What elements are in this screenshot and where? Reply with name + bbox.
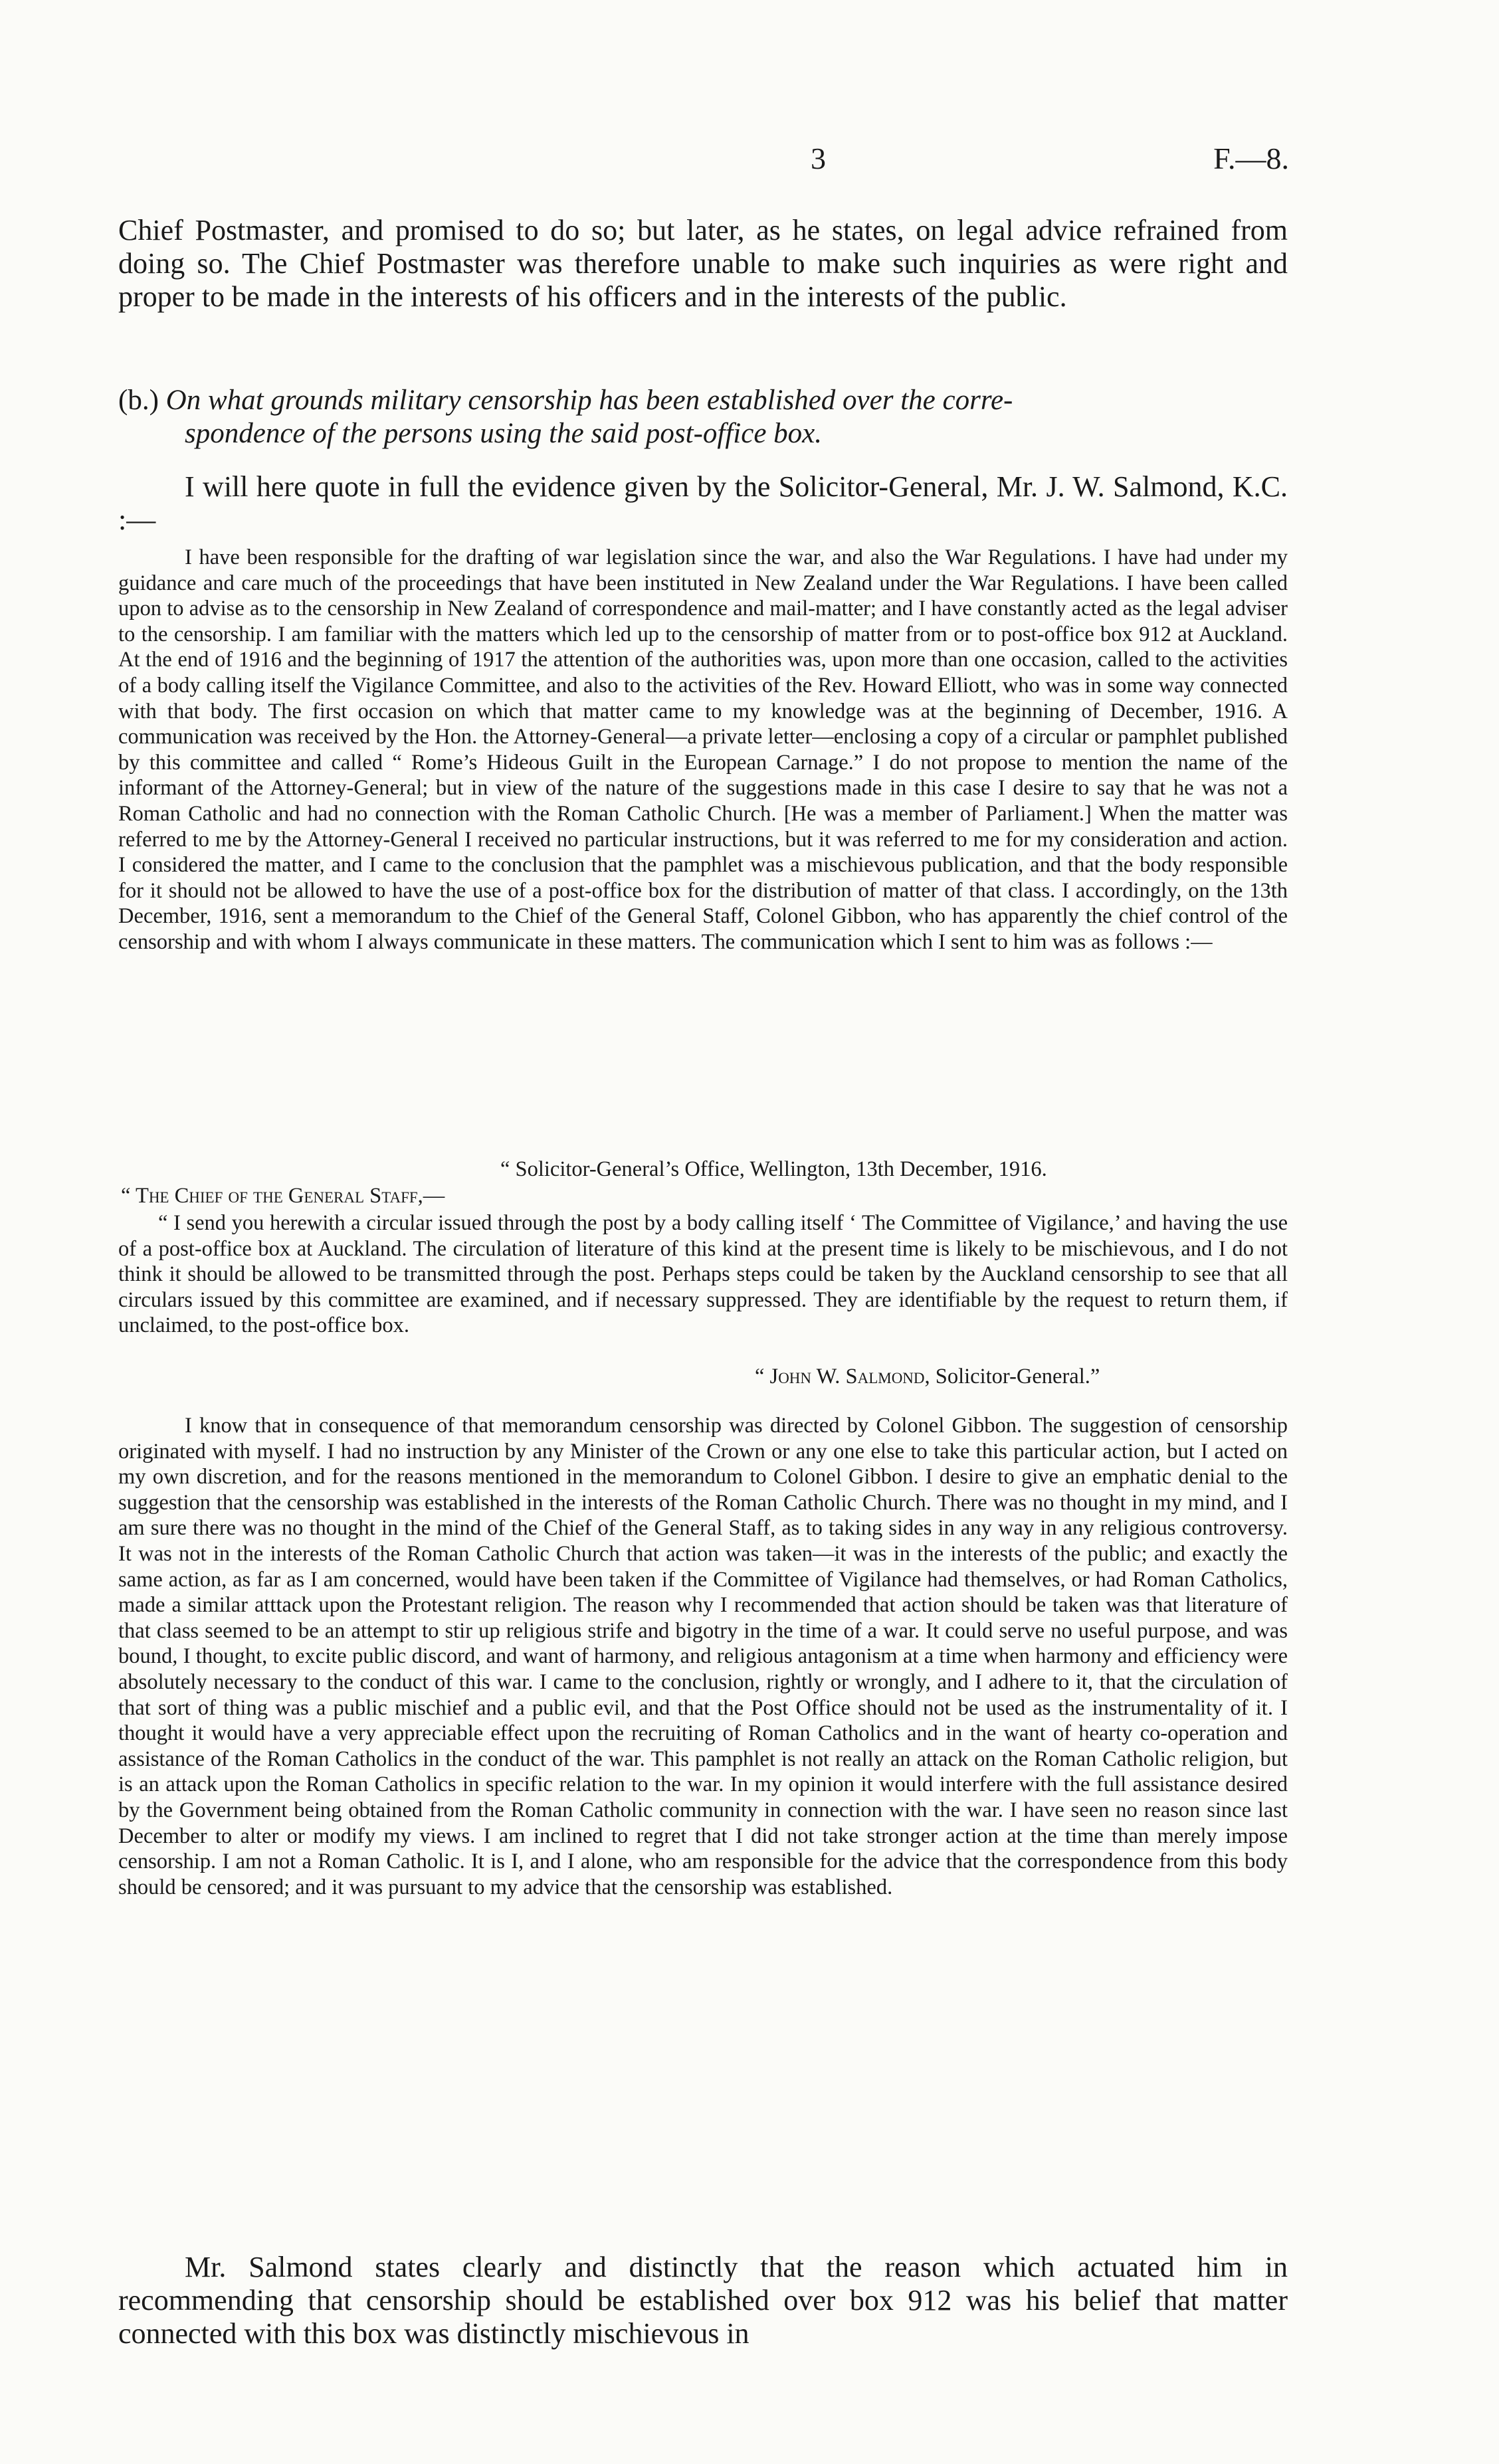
paragraph-chief-postmaster: Chief Postmaster, and promised to do so; but later, as he states, on legal advice refrained from doing so. The Chief Postmaster was therefore unable to make such inquiries as were right and proper to be made in the interests of his officers and in the interests of the public.	[118, 214, 1288, 313]
paragraph-salmond-states: Mr. Salmond states clearly and distinctly that the reason which actuated him in recommending that censorship should be established over box 912 was his belief that matter connected with this box was distinctly mischievous in	[118, 2251, 1288, 2350]
question-line-1: On what grounds military censorship has been established over the corre-	[165, 385, 1013, 416]
page-number: 3	[811, 142, 826, 175]
memo-signature	[755, 1365, 1100, 1389]
signature-name: “ John W. Salmond,	[755, 1365, 930, 1388]
evidence-paragraph-1: I have been responsible for the drafting of war legislation since the war, and also the War Regulations. I have had under my guidance and care much of the proceedings that have been instituted in New Zealand under the War Regulations. I have been called upon to advise as to the censorship in New Zealand of correspondence and mail-matter; and I have constantly acted as the legal adviser to the censorship. I am familiar with the matters which led up to the censorship of matter from or to post-office box 912 at Auckland. At the end of 1916 and the beginning of 1917 the attention of the authorities was, upon more than one occasion, called to the activities of a body calling itself the Vigilance Committee, and also to the activities of the Rev. Howard Elliott, who was in some way connected with that body. The first occasion on which that matter came to my knowledge was at the beginning of December, 1916. A communication was received by the Hon. the Attorney-General—a private letter—enclosing a copy of a circular or pamphlet published by this committee and called “ Rome’s Hideous Guilt in the European Carnage.” I do not propose to mention the name of the informant of the Attorney-General; but in view of the nature of the suggestions made in this case I desire to say that he was not a Roman Catholic and had no connection with the Roman Catholic Church. [He was a member of Parliament.] When the matter was referred to me by the Attorney-General I received no particular instructions, but it was referred to me for my consideration and action. I considered the matter, and I came to the conclusion that the pamphlet was a mischievous publication, and that the body responsible for it should not be allowed to have the use of a post-office box for the distribution of matter of that class. I accordingly, on the 13th December, 1916, sent a memorandum to the Chief of the General Staff, Colonel Gibbon, who has apparently the chief control of the censorship and with whom I always communicate in these matters. The communication which I sent to him was as follows :—	[118, 545, 1288, 954]
question-line-2: spondence of the persons using the said post-office box.	[185, 418, 822, 449]
question-label: (b.)	[118, 385, 159, 416]
memo-body: “ I send you herewith a circular issued through the post by a body calling itself ‘ The Committee of Vigilance,’ and having the use of a post-office box at Auckland. The circulation of literature of this kind at the present time is likely to be mischievous, and I do not think it should be allowed to be transmitted through the post. Perhaps steps could be taken by the Auckland censorship to see that all circulars issued by this committee are examined, and if necessary suppressed. They are identifiable by the request to return them, if unclaimed, to the post-office box.	[118, 1211, 1288, 1338]
paragraph-quote-intro: I will here quote in full the evidence given by the Solicitor-General, Mr. J. W. Salmond, K.C. :—	[118, 470, 1288, 536]
memo-heading: “ Solicitor-General’s Office, Wellington, 13th December, 1916.	[500, 1157, 1047, 1181]
question-b-heading	[118, 384, 1288, 450]
evidence-paragraph-2: I know that in consequence of that memorandum censorship was directed by Colonel Gibbon. The suggestion of censorship originated with myself. I had no instruction by any Minister of the Crown or any one else to take this particular action, but I acted on my own discretion, and for the reasons mentioned in the memorandum to Colonel Gibbon. I desire to give an emphatic denial to the suggestion that the censorship was established in the interests of the Roman Catholic Church. There was no thought in my mind, and I am sure there was no thought in the mind of the Chief of the General Staff, as to taking sides in any way in any religious controversy. It was not in the interests of the Roman Catholic Church that action was taken—it was in the interests of the public; and exactly the same action, as far as I am concerned, would have been taken if the Committee of Vigilance had themselves, or had Roman Catholics, made a similar atttack upon the Protestant religion. The reason why I recommended that action should be taken was that literature of that class seemed to be an attempt to stir up religious strife and bigotry in the time of a war. It could serve no useful purpose, and was bound, I thought, to excite public discord, and want of harmony, and religious antagonism at a time when harmony and efficiency were absolutely necessary to the conduct of this war. I came to the conclusion, rightly or wrongly, and I adhere to it, that the circulation of that sort of thing was a public mischief and a public evil, and that the Post Office should not be used as the instrumentality of it. I thought it would have a very appreciable effect upon the recruiting of Roman Catholics and in the want of hearty co-operation and assistance of the Roman Catholics in the conduct of the war. This pamphlet is not really an attack on the Roman Catholic religion, but is an attack upon the Roman Catholics in specific relation to the war. In my opinion it would interfere with the full assistance desired by the Government being obtained from the Roman Catholic community in connection with the war. I have seen no reason since last December to alter or modify my views. I am inclined to regret that I did not take stronger action at the time than merely impose censorship. I am not a Roman Catholic. It is I, and I alone, who am responsible for the advice that the correspondence from this body should be censored; and it was pursuant to my advice that the censorship was established.	[118, 1414, 1288, 1899]
document-reference: F.—8.	[1213, 142, 1289, 175]
memo-addressee: “ The Chief of the General Staff,—	[121, 1184, 445, 1208]
signature-title: Solicitor-General.”	[935, 1365, 1100, 1388]
